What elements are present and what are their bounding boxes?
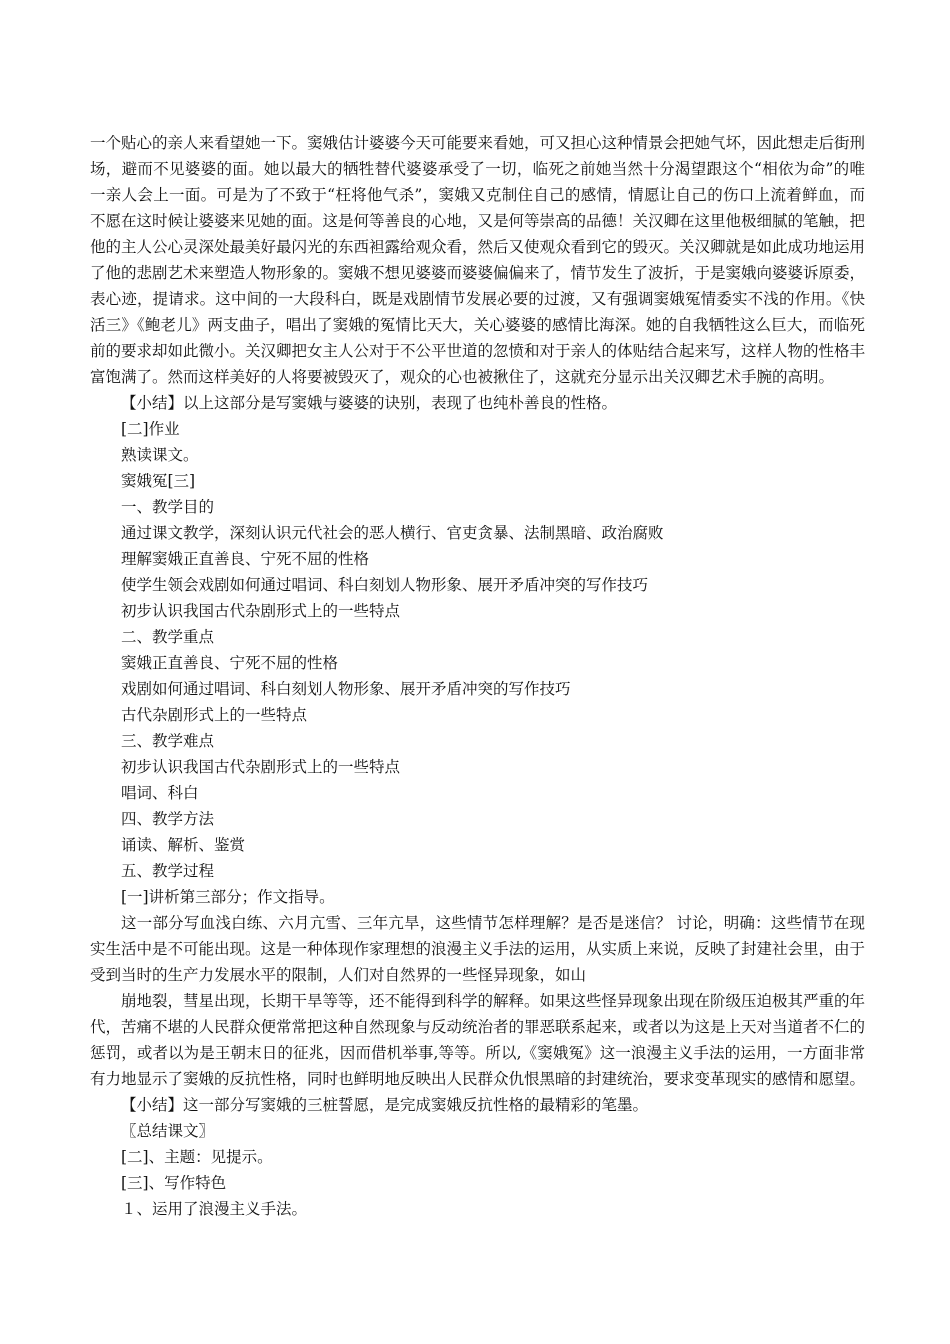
features-heading: [三]、写作特色 [121,1174,227,1192]
body-paragraph-explanation: 崩地裂，彗星出现，长期干旱等等，还不能得到科学的解释。如果这些怪异现象出现在阶级压迫极其严重的年代，苦痛不堪的人民群众便常常把这种自然现象与反动统治者的罪恶联系起来，或者以为这是上天对当道者不仁的惩罚，或者以为是王朝末日的征兆，因而借机举事,等等。所以,《窦娥冤》这一浪漫主义手法的运用，一方面非常有力地显示了窦娥的反抗性格，同时也鲜明地反映出人民群众仇恨黑暗的封建统治，要求变革现实的感情和愿望。 [90,992,866,1088]
goal-item: 使学生领会戏剧如何通过唱词、科白刻划人物形象、展开矛盾冲突的写作技巧 [121,576,649,594]
part-title: 窦娥冤[三] [121,472,196,490]
theme-line: [二]、主题：见提示。 [121,1148,273,1166]
goal-heading: 一、教学目的 [121,498,215,516]
method-item: 诵读、解析、鉴赏 [121,836,246,854]
homework-item: 熟读课文。 [121,446,199,464]
process-heading: 五、教学过程 [121,862,215,880]
goal-item: 理解窦娥正直善良、宁死不屈的性格 [121,550,370,568]
goal-item: 初步认识我国古代杂剧形式上的一些特点 [121,602,401,620]
summary-farewell: 【小结】以上这部分是写窦娥与婆婆的诀别，表现了也纯朴善良的性格。 [121,394,618,412]
difficulty-heading: 三、教学难点 [121,732,215,750]
feature-item: １、运用了浪漫主义手法。 [121,1200,308,1218]
difficulty-item: 初步认识我国古代杂剧形式上的一些特点 [121,758,401,776]
focus-item: 古代杂剧形式上的一些特点 [121,706,308,724]
homework-heading: [二]作业 [121,420,180,438]
method-heading: 四、教学方法 [121,810,215,828]
body-paragraph-farewell: 一个贴心的亲人来看望她一下。窦娥估计婆婆今天可能要来看她，可又担心这种情景会把她气坏，因此想走后街刑场，避而不见婆婆的面。她以最大的牺牲替代婆婆承受了一切，临死之前她当然十分渴望跟这个“相依为命”的唯一亲人会上一面。可是为了不致于“枉将他气杀”，窦娥又克制住自己的感情，情愿让自己的伤口上流着鲜血，而不愿在这时候让婆婆来见她的面。这是何等善良的心地，又是何等崇高的品德！关汉卿在这里他极细腻的笔触，把他的主人公心灵深处最美好最闪光的东西袒露给观众看，然后又使观众看到它的毁灭。关汉卿就是如此成功地运用了他的悲剧艺术来塑造人物形象的。窦娥不想见婆婆而婆婆偏偏来了，情节发生了波折，于是窦娥向婆婆诉原委，表心迹，提请求。这中间的一大段科白，既是戏剧情节发展必要的过渡，又有强调窦娥冤情委实不浅的作用。《快活三》《鲍老儿》两支曲子，唱出了窦娥的冤情比天大，关心婆婆的感情比海深。她的自我牺牲这么巨大，而临死前的要求却如此微小。关汉卿把女主人公对于不公平世道的忽愤和对于亲人的体贴结合起来写，这样人物的性格丰富饱满了。然而这样美好的人将要被毁灭了，观众的心也被揪住了，这就充分显示出关汉卿艺术手腕的高明。 [90,134,866,386]
focus-item: 窦娥正直善良、宁死不屈的性格 [121,654,339,672]
conclusion-heading: 〖总结课文〗 [121,1122,215,1140]
document-page [90,130,865,1222]
body-paragraph-romanticism: 这一部分写血浅白练、六月亢雪、三年亢旱，这些情节怎样理解？是否是迷信？ 讨论，明确：这些情节在现实生活中是不可能出现。这是一种体现作家理想的浪漫主义手法的运用，从实质上来说，反映了封建社会里，由于受到当时的生产力发展水平的限制，人们对自然界的一些怪异现象，如山 [90,914,866,984]
summary-vows: 【小结】这一部分写窦娥的三桩誓愿，是完成窦娥反抗性格的最精彩的笔墨。 [121,1096,649,1114]
focus-heading: 二、教学重点 [121,628,215,646]
difficulty-item: 唱词、科白 [121,784,199,802]
process-item: [一]讲析第三部分；作文指导。 [121,888,335,906]
focus-item: 戏剧如何通过唱词、科白刻划人物形象、展开矛盾冲突的写作技巧 [121,680,571,698]
goal-item: 通过课文教学，深刻认识元代社会的恶人横行、官吏贪暴、法制黑暗、政治腐败 [121,524,664,542]
